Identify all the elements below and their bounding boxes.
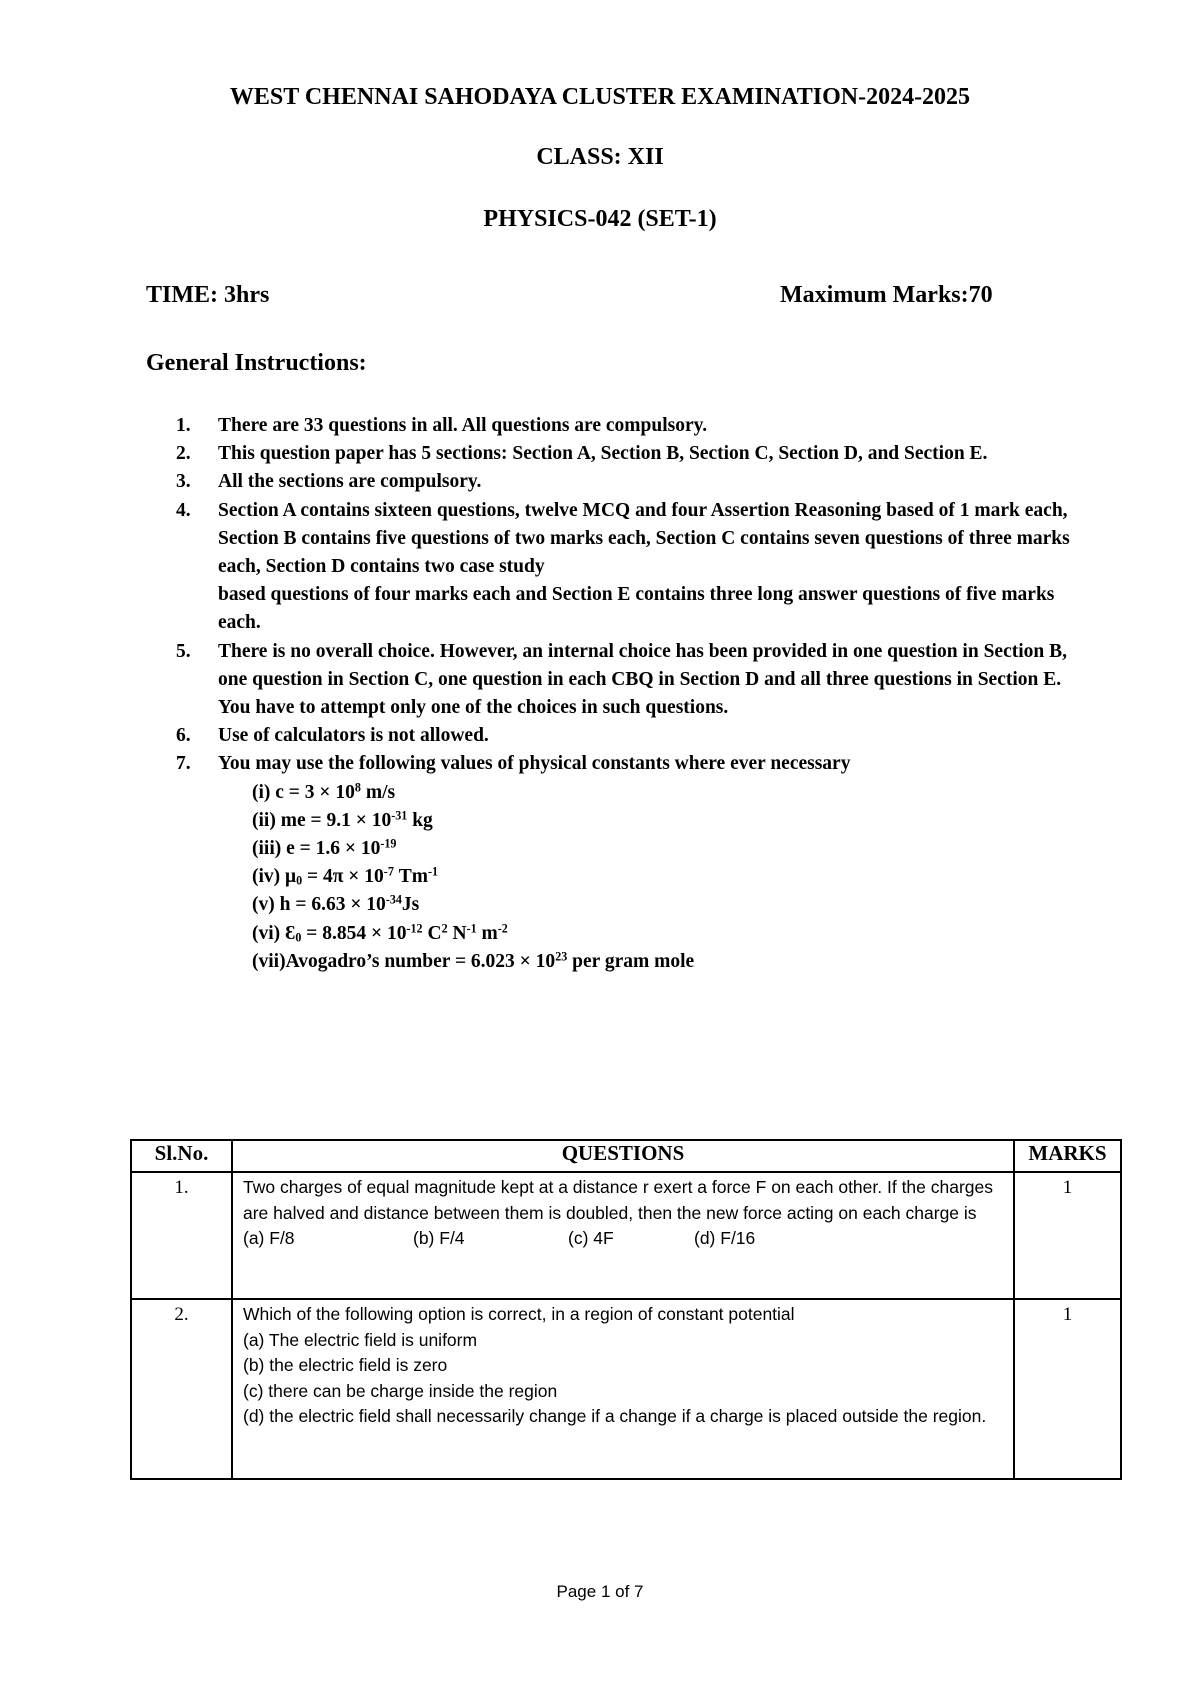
- question-text-cell: [232, 1172, 1014, 1299]
- option-a: (a) F/8: [243, 1228, 295, 1248]
- option-c: (c) 4F: [568, 1228, 614, 1248]
- constant-h: (v) $h = 6.63 \times 10^{-34}Js$: [252, 892, 420, 916]
- instructions-heading: General Instructions:: [146, 350, 367, 376]
- option-d: (d) the electric field shall necessarily change if a change if a charge is placed outside the region.: [243, 1406, 987, 1426]
- time-marks-bar: [146, 282, 1036, 309]
- max-marks-label: Maximum Marks:70: [780, 282, 993, 308]
- instruction-item: 1. There are 33 questions in all. All questions are compulsory.: [176, 415, 708, 436]
- question-options: [243, 1226, 1003, 1252]
- instruction-item: 7. You may use the following values of physical constants where ever necessary (i) $c = 3 \times 10^8$ m/s (ii) me = $9.1 \times 10^{-31}$ kg (iii) $e = 1.6 \times 10^{-19}$ (iv) $\mu_0 = 4\pi \times 10^{-7}$ $Tm^{-1}$ (v) $h = 6.63 \times 10^{-34}Js$ (vi) $Ɛ_0 = 8.854 \times 10^{-12}$ $C^2$ $N^{-1}$ $m^{-2}$ (vii)Avogadro’s number = $6.023 \times 10^{23}$ per gram mole: [176, 750, 1076, 976]
- question-number: 2.: [131, 1299, 232, 1479]
- question-text: Which of the following option is correct, in a region of constant potential: [243, 1304, 795, 1324]
- constant-mu0: (iv) $\mu_0 = 4\pi \times 10^{-7}$ $Tm^{-1}$: [252, 864, 439, 888]
- questions-table: [130, 1139, 1122, 1480]
- question-text-cell: [232, 1299, 1014, 1479]
- table-row: [131, 1299, 1121, 1479]
- header-questions: QUESTIONS: [232, 1140, 1014, 1172]
- instruction-item: 2. This question paper has 5 sections: Section A, Section B, Section C, Section D, and Section E.: [176, 443, 988, 465]
- question-number: 1.: [131, 1172, 232, 1299]
- constant-e: (iii) $e = 1.6 \times 10^{-19}$: [252, 836, 397, 860]
- constant-c: (i) $c = 3 \times 10^8$ m/s: [252, 780, 396, 803]
- instruction-item: 3. All the sections are compulsory.: [176, 471, 482, 493]
- header-sl-no: Sl.No.: [131, 1140, 232, 1172]
- constant-me: (ii) me = $9.1 \times 10^{-31}$ kg: [252, 808, 433, 831]
- instruction-item: 5. There is no overall choice. However, an internal choice has been provided in one question in Section B, one question in Section C, one question in each CBQ in Section D and all three questions in Section E. You have to attempt only one of the choices in such questions.: [176, 640, 1067, 719]
- subject-line: PHYSICS-042 (SET-1): [483, 206, 717, 232]
- time-label: TIME: 3hrs: [146, 282, 270, 308]
- table-row: [131, 1172, 1121, 1299]
- instructions-list: [176, 412, 1076, 976]
- option-d: (d) F/16: [694, 1228, 756, 1248]
- exam-title: WEST CHENNAI SAHODAYA CLUSTER EXAMINATION-2024-2025: [229, 84, 971, 110]
- constants-list: [218, 779, 1076, 976]
- option-b: (b) F/4: [413, 1228, 465, 1248]
- constant-avogadro: (vii)Avogadro’s number = $6.023 \times 10^{23}$ per gram mole: [252, 949, 695, 972]
- question-marks: 1: [1014, 1172, 1121, 1299]
- header-marks: MARKS: [1014, 1140, 1121, 1172]
- table-header-row: [131, 1140, 1121, 1172]
- class-line: CLASS: XII: [536, 144, 664, 170]
- option-c: (c) there can be charge inside the region: [243, 1380, 558, 1401]
- constant-eps0: (vi) $Ɛ_0 = 8.854 \times 10^{-12}$ $C^2$ $N^{-1}$ $m^{-2}$: [252, 921, 508, 945]
- option-b: (b) the electric field is zero: [243, 1355, 448, 1375]
- page-number: Page 1 of 7: [556, 1582, 644, 1601]
- question-marks: 1: [1014, 1299, 1121, 1479]
- instruction-item: 6. Use of calculators is not allowed.: [176, 725, 489, 747]
- instruction-item: 4. Section A contains sixteen questions, twelve MCQ and four Assertion Reasoning based of 1 mark each, Section B contains five questions of two marks each, Section C contains seven questions of three marks each, Section D contains two case study based questions of four marks each and Section E contains three long answer questions of five marks each.: [176, 499, 1070, 634]
- option-a: (a) The electric field is uniform: [243, 1329, 478, 1350]
- question-text: Two charges of equal magnitude kept at a distance r exert a force F on each other. If the charges are halved and distance between them is doubled, then the new force acting on each charge is: [243, 1177, 994, 1223]
